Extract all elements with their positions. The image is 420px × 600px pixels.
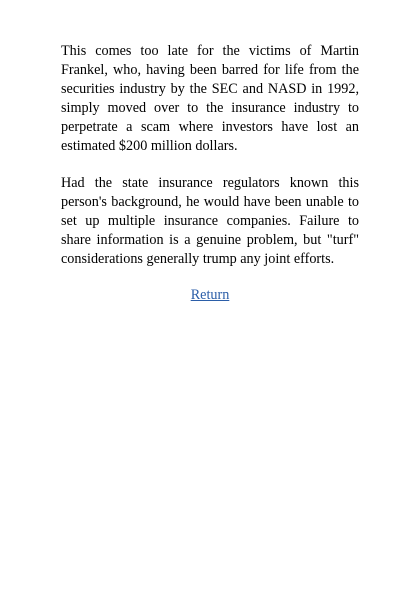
paragraph-2: Had the state insurance regulators known this person's background, he would have been unable to set up multiple insurance companies. Failure to share information is a genuine problem, but "turf" considerations generally trump any joint efforts.: [61, 174, 359, 267]
paragraph-1: This comes too late for the victims of Martin Frankel, who, having been barred for life from the securities industry by the SEC and NASD in 1992, simply moved over to the insurance industry to perpetrate a scam where investors have lost an estimated $200 million dollars.: [61, 43, 359, 155]
return-link-container: [61, 286, 359, 305]
return-link[interactable]: Return: [190, 287, 230, 304]
article-body: [61, 42, 359, 305]
